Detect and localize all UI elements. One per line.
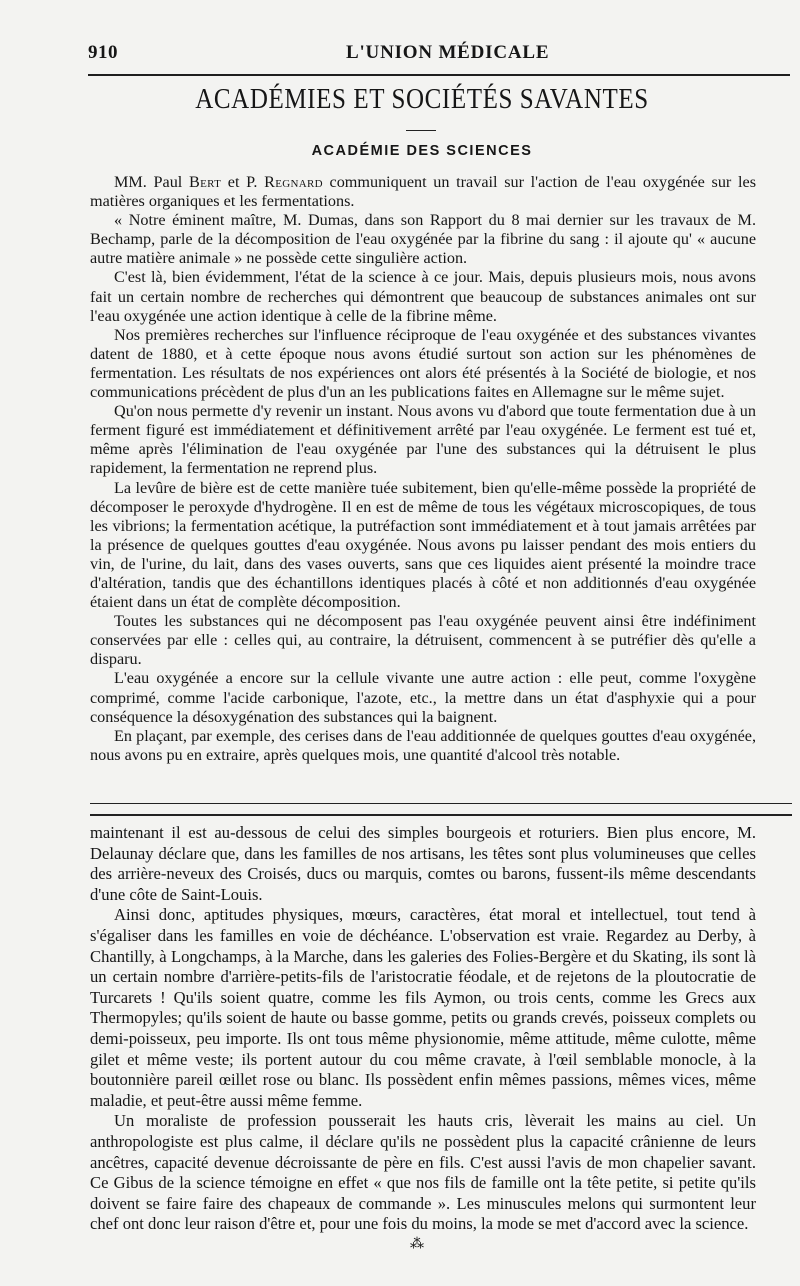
- subsection-title: ACADÉMIE DES SCIENCES: [311, 143, 533, 159]
- title-divider: [406, 130, 436, 131]
- feuilleton-paragraph: maintenant il est au-dessous de celui des simples bourgeois et roturiers. Bien plus encore, M. Delaunay déclare que, dans les familles de nos artisans, les têtes sont plus volumineuses que celles des arrière-neveux des Croisés, ducs ou marquis, comtes ou barons, fussent-ils même descendants d'une côte de Saint-Louis.: [90, 823, 756, 904]
- feuilleton-rule-top: [90, 803, 792, 804]
- article-paragraph: C'est là, bien évidemment, l'état de la science à ce jour. Mais, depuis plusieurs mois, nous avons fait un certain nombre de recherches qui démontrent que beaucoup de substances animales ont sur l'eau oxygénée une action identique à celle de la fibrine même.: [90, 268, 756, 325]
- article-paragraph: Nos premières recherches sur l'influence réciproque de l'eau oxygénée et des substances vivantes datent de 1880, et à cette époque nous avons étudié surtout son action sur les phénomènes de fermentation. Les résultats de nos expériences ont alors été présentés à la Société de biologie, et nos communications précèdent de plus d'un an les publications faites en Allemagne sur le même sujet.: [90, 325, 756, 402]
- article-paragraph: « Notre éminent maître, M. Dumas, dans son Rapport du 8 mai dernier sur les travaux de M. Bechamp, parle de la décomposition de l'eau oxygénée par la fibrine du sang : il ajoute qu' « aucune autre matière animale » ne possède cette singulière action.: [90, 211, 756, 268]
- intro-mid: et P.: [221, 173, 265, 191]
- running-head: [88, 42, 756, 72]
- intro-rest: communiquent un travail sur l'action de l'eau oxygénée sur les matières organiques et les fermentations.: [90, 173, 756, 211]
- header-rule: [88, 74, 790, 76]
- journal-title: L'UNION MÉDICALE: [346, 42, 550, 63]
- article-paragraph: Qu'on nous permette d'y revenir un instant. Nous avons vu d'abord que toute fermentation due à un ferment figuré est immédiatement et définitivement arrêté par l'eau oxygénée. Le ferment est tué et, même après l'élimination de l'eau oxygénée par l'une des substances qui la détruisent le plus rapidement, la fermentation ne reprend plus.: [90, 402, 756, 478]
- section-title: ACADÉMIES ET SOCIÉTÉS SAVANTES: [195, 84, 649, 115]
- article-paragraph: La levûre de bière est de cette manière tuée subitement, bien qu'elle-même possède la propriété de décomposer le peroxyde d'hydrogène. Il en est de même de tous les végétaux microscopiques, de tous les vibrions; la fermentation acétique, la putréfaction sont immédiatement et à tout jamais arrêtées par la présence de quelques gouttes d'eau oxygénée. Nous avons pu laisser pendant des mois entiers du vin, de l'urine, du lait, dans des vases ouverts, sans que ces liquides aient présenté la moindre trace d'altération, tandis que des échantillons identiques placés à côté et non additionnés d'eau oxygénée étaient dans un état de complète décomposition.: [90, 478, 756, 612]
- article-body: [90, 173, 756, 765]
- feuilleton-paragraph: Ainsi donc, aptitudes physiques, mœurs, caractères, état moral et intellectuel, tout tend à s'égaliser dans les familles en voie de déchéance. L'observation est vraie. Regardez au Derby, à Chantilly, à Longchamps, à la Marche, dans les galeries des Folies-Bergère et du Skating, ils sont là un certain nombre d'arrière-petits-fils de l'aristocratie féodale, et de rejetons de la ploutocratie de Turcarets ! Qu'ils soient quatre, comme les fils Aymon, ou trois cents, comme les Grecs aux Thermopyles; qu'ils soient de haute ou basse gomme, petits ou grands crevés, poisseux complets ou demi-poisseux, peu importe. Ils ont tous même physionomie, même attitude, même culotte, même gilet et même veste; ils portent autour du cou même cravate, à l'œil semblable monocle, à la boutonnière pareil œillet rose ou blanc. Ils possèdent enfin mêmes passions, mêmes vices, même maladie, et peut-être aussi même femme.: [90, 905, 756, 1110]
- author-bert: Bert: [188, 173, 222, 191]
- intro-prefix: MM. Paul: [114, 173, 189, 191]
- page-number: 910: [88, 42, 118, 63]
- article-intro: [90, 173, 756, 211]
- feuilleton-rule-bottom: [90, 814, 792, 816]
- author-regnard: Regnard: [264, 173, 323, 191]
- end-ornament: ⁂: [410, 1237, 423, 1252]
- feuilleton-body: [90, 823, 756, 1235]
- feuilleton-paragraph: Un moraliste de profession pousserait les hauts cris, lèverait les mains au ciel. Un anthropologiste est plus calme, il déclare qu'ils ne possèdent plus la capacité crânienne de leurs ancêtres, capacité devenue décroissante de père en fils. C'est aussi l'avis de mon chapelier savant. Ce Gibus de la science témoigne en effet « que nos fils de famille ont la tête petite, si petite qu'ils doivent se faire faire des chapeaux de commande ». Les minuscules melons qui surmontent leur chef ont donc leur raison d'être et, pour une fois du moins, la mode se met d'accord avec la science.: [90, 1111, 756, 1234]
- article-paragraph: Toutes les substances qui ne décomposent pas l'eau oxygénée peuvent ainsi être indéfiniment conservées par elle : celles qui, au contraire, la détruisent, commencent à se putréfier dès qu'elle a disparu.: [90, 612, 756, 669]
- article-paragraph: En plaçant, par exemple, des cerises dans de l'eau additionnée de quelques gouttes d'eau oxygénée, nous avons pu en extraire, après quelques mois, une quantité d'alcool très notable.: [90, 726, 756, 764]
- article-paragraph: L'eau oxygénée a encore sur la cellule vivante une autre action : elle peut, comme l'oxygène comprimé, comme l'acide carbonique, l'azote, etc., la mettre dans un état d'asphyxie qui a pour conséquence la désoxygénation des substances qui la baignent.: [90, 669, 756, 726]
